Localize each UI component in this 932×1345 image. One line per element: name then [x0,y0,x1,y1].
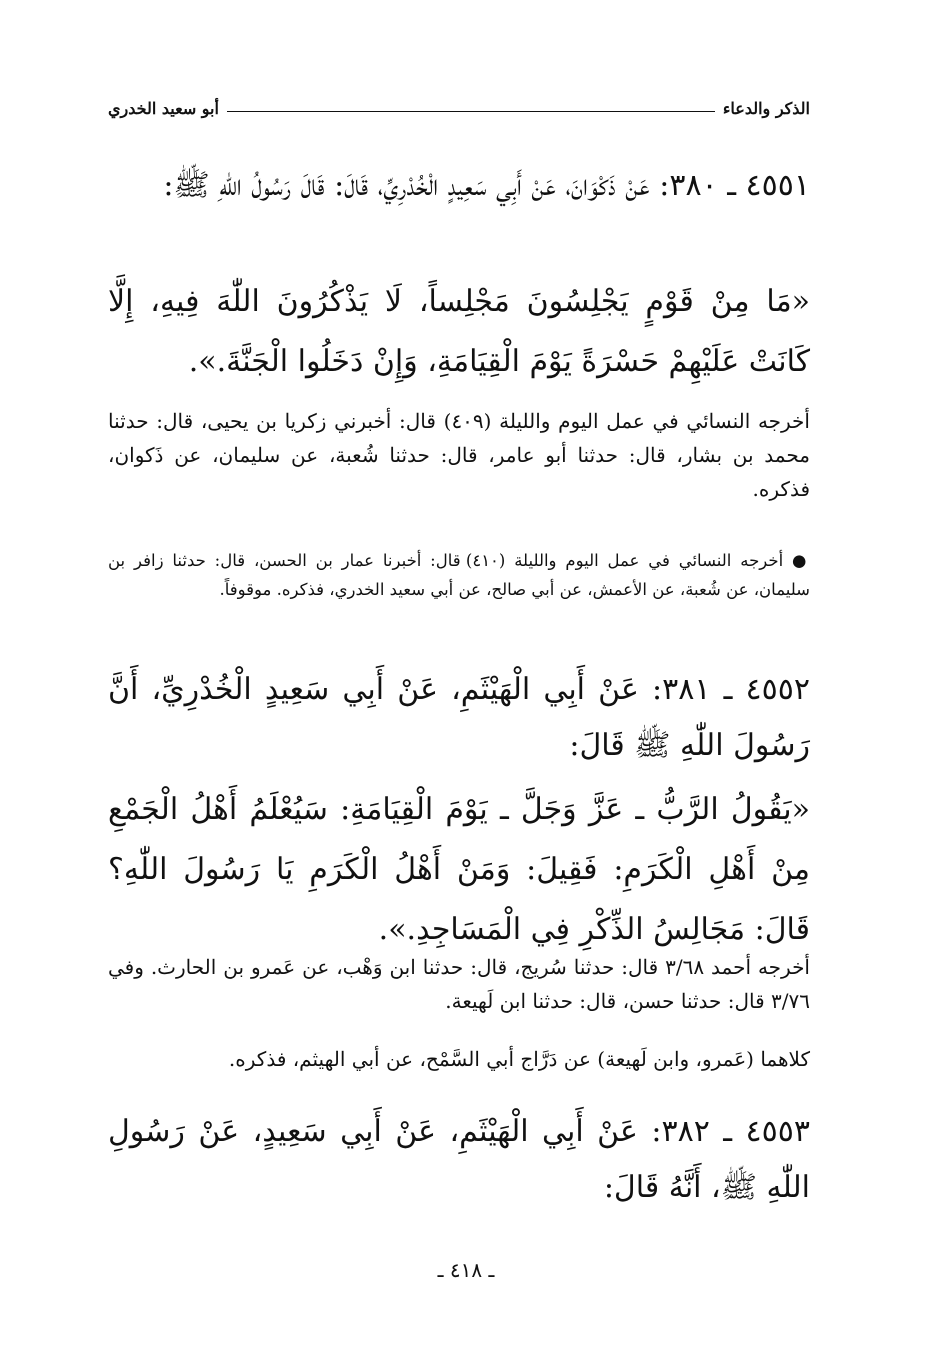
hadith-4551-matn: «مَا مِنْ قَوْمٍ يَجْلِسُونَ مَجْلِساً، لَا يَذْكُرُونَ اللّٰهَ فِيهِ، إِلَّا كَانَتْ عَلَيْهِمْ حَسْرَةً يَوْمَ الْقِيَامَةِ، وَإِنْ دَخَلُوا الْجَنَّةَ.». [108,284,810,379]
hadith-4551-takhrij: أخرجه النسائي في عمل اليوم والليلة (٤٠٩) قال: أخبرني زكريا بن يحيى، قال: حدثنا محمد بن بشار، قال: حدثنا أبو عامر، قال: حدثنا شُعبة، عن سليمان، عن ذَكوان، فذكره. [108,409,810,501]
hadith-4551-note: ● أخرجه النسائي في عمل اليوم والليلة (٤١٠) قال: أخبرنا عمار بن الحسن، قال: حدثنا زافر بن سليمان، عن شُعبة، عن الأعمش، عن أبي صالح، عن أبي سعيد الخدري، فذكره. موقوفاً. [108,551,810,599]
hadith-4551-head: ٤٥٥١ ـ ٣٨٠: عَنْ ذَكْوَانَ، عَنْ أَبِي سَعِيدٍ الْخُدْرِيِّ، قَالَ: قَالَ رَسُولُ اللّٰهِ ﷺ: [163,168,810,203]
page-number: ـ ٤١٨ ـ [437,1258,495,1282]
header-rule [227,111,715,112]
hadith-4552-takhrij-1: أخرجه أحمد ٣/٦٨ قال: حدثنا سُريج، قال: حدثنا ابن وَهْب، عن عَمرو بن الحارث. وفي ٣/٧٦ قال: حدثنا حسن، قال: حدثنا ابن لَهيعة. [108,955,810,1013]
hadith-4553-head: ٤٥٥٣ ـ ٣٨٢: عَنْ أَبِي الْهَيْثَمِ، عَنْ أَبِي سَعِيدٍ، عَنْ رَسُولِ اللّٰهِ ﷺ، أَنَّهُ قَالَ: [108,1114,810,1205]
header-chapter-title: الذكر والدعاء [722,99,810,118]
header-section-title: أبو سعيد الخدري [108,99,219,118]
running-header [108,92,810,118]
hadith-4552-takhrij-2: كلاهما (عَمرو، وابن لَهيعة) عن دَرَّاج أبي السَّمْح، عن أبي الهيثم، فذكره. [228,1047,810,1071]
hadith-4552-head: ٤٥٥٢ ـ ٣٨١: عَنْ أَبِي الْهَيْثَمِ، عَنْ أَبِي سَعِيدٍ الْخُدْرِيِّ، أَنَّ رَسُولَ اللّٰهِ ﷺ قَالَ: [108,672,810,763]
hadith-4552-matn: «يَقُولُ الرَّبُّ ـ عَزَّ وَجَلَّ ـ يَوْمَ الْقِيَامَةِ: سَيُعْلَمُ أَهْلُ الْجَمْعِ مِنْ أَهْلِ الْكَرَمِ: فَقِيلَ: وَمَنْ أَهْلُ الْكَرَمِ يَا رَسُولَ اللّٰهِ؟ قَالَ: مَجَالِسُ الذِّكْرِ فِي الْمَسَاجِدِ.». [108,792,811,947]
